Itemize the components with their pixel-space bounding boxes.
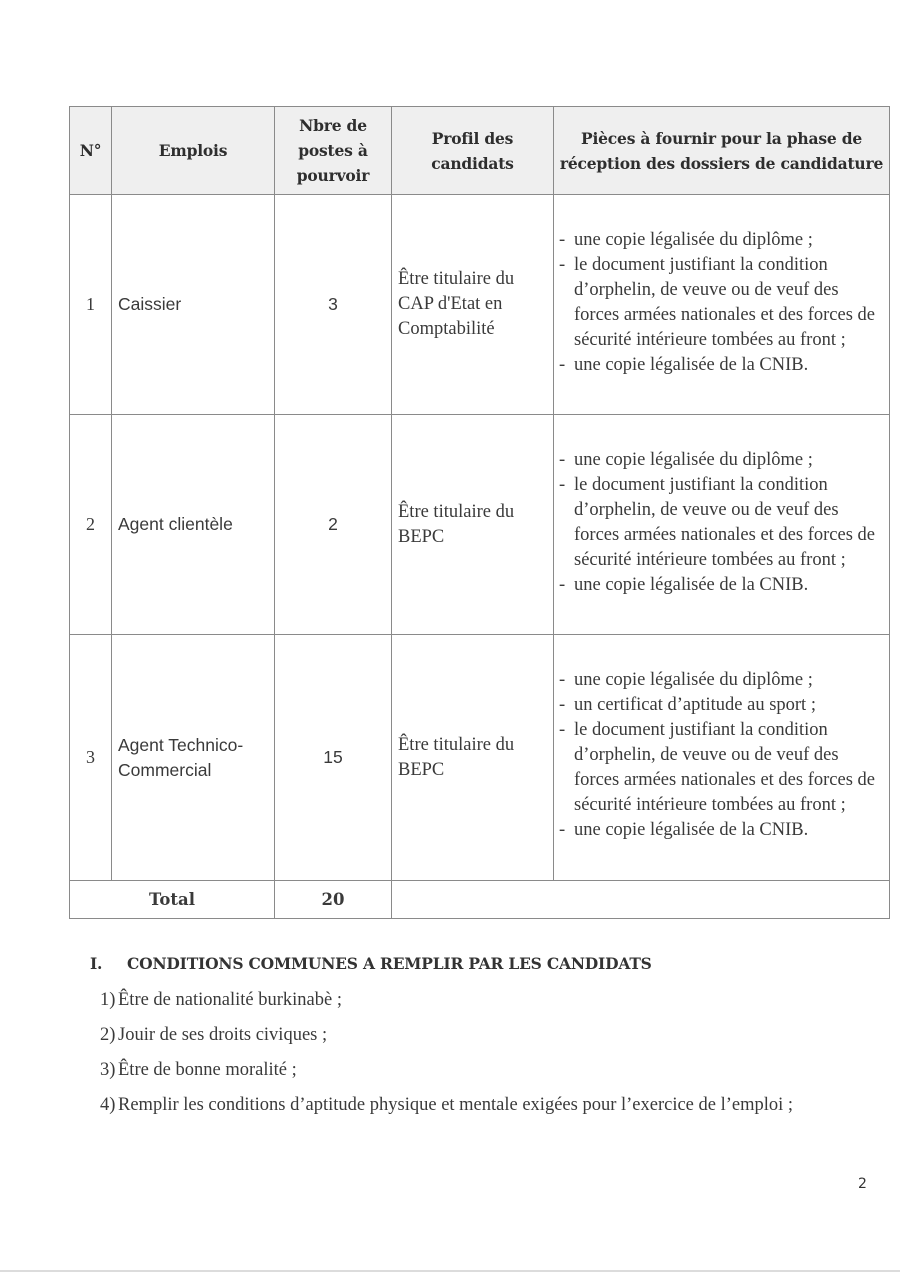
piece-item: - une copie légalisée du diplôme ;: [559, 668, 887, 693]
emploi-cell: Agent clientèle: [112, 415, 275, 635]
condition-item: 3) Être de bonne moralité ;: [100, 1060, 297, 1080]
postes-cell: 15: [275, 635, 392, 881]
total-empty-cell: [392, 881, 890, 919]
piece-item: - une copie légalisée de la CNIB.: [559, 353, 887, 378]
table-header-row: [70, 107, 890, 195]
piece-item: - une copie légalisée de la CNIB.: [559, 818, 887, 843]
header-no: N°: [70, 107, 112, 195]
section-number: I.: [90, 954, 103, 973]
profil-cell: Être titulaire du BEPC: [392, 415, 554, 635]
profil-cell: Être titulaire du CAP d'Etat en Comptabilité: [392, 195, 554, 415]
header-profil: Profil des candidats: [392, 107, 554, 195]
piece-item: - un certificat d’aptitude au sport ;: [559, 693, 887, 718]
page-number: 2: [858, 1176, 867, 1192]
piece-item: - le document justifiant la condition d’orphelin, de veuve ou de veuf des forces armées nationales et des forces de sécurité intérieure tombées au front ;: [559, 473, 887, 573]
header-pieces: Pièces à fournir pour la phase de réception des dossiers de candidature: [554, 107, 890, 195]
conditions-section: [90, 952, 880, 1128]
piece-item: - une copie légalisée du diplôme ;: [559, 228, 887, 253]
header-nbre-postes: Nbre de postes à pourvoir: [275, 107, 392, 195]
pieces-cell: [554, 195, 890, 415]
section-heading: [90, 952, 880, 976]
table-row: [70, 195, 890, 415]
postes-cell: 3: [275, 195, 392, 415]
pieces-list: [559, 668, 887, 843]
piece-item: - le document justifiant la condition d’orphelin, de veuve ou de veuf des forces armées nationales et des forces de sécurité intérieure tombées au front ;: [559, 253, 887, 353]
conditions-list: [90, 988, 880, 1118]
row-number: 1: [70, 195, 112, 415]
piece-item: - le document justifiant la condition d’orphelin, de veuve ou de veuf des forces armées nationales et des forces de sécurité intérieure tombées au front ;: [559, 718, 887, 818]
pieces-cell: [554, 635, 890, 881]
pieces-list: [559, 228, 887, 378]
total-value: 20: [275, 881, 392, 919]
piece-item: - une copie légalisée du diplôme ;: [559, 448, 887, 473]
total-row: [70, 881, 890, 919]
jobs-table: [69, 106, 890, 919]
row-number: 2: [70, 415, 112, 635]
page-edge-divider: [0, 1270, 900, 1272]
total-label: Total: [70, 881, 275, 919]
profil-cell: Être titulaire du BEPC: [392, 635, 554, 881]
pieces-list: [559, 448, 887, 598]
row-number: 3: [70, 635, 112, 881]
condition-item: 1) Être de nationalité burkinabè ;: [100, 990, 342, 1010]
emploi-cell: Caissier: [112, 195, 275, 415]
table-row: [70, 635, 890, 881]
section-title: CONDITIONS COMMUNES A REMPLIR PAR LES CANDIDATS: [127, 954, 652, 973]
postes-cell: 2: [275, 415, 392, 635]
pieces-cell: [554, 415, 890, 635]
condition-item: 4) Remplir les conditions d’aptitude physique et mentale exigées pour l’exercice de l’emploi ;: [100, 1095, 794, 1115]
emploi-cell: Agent Technico-Commercial: [112, 635, 275, 881]
table-row: [70, 415, 890, 635]
piece-item: - une copie légalisée de la CNIB.: [559, 573, 887, 598]
header-emplois: Emplois: [112, 107, 275, 195]
condition-item: 2) Jouir de ses droits civiques ;: [100, 1025, 328, 1045]
